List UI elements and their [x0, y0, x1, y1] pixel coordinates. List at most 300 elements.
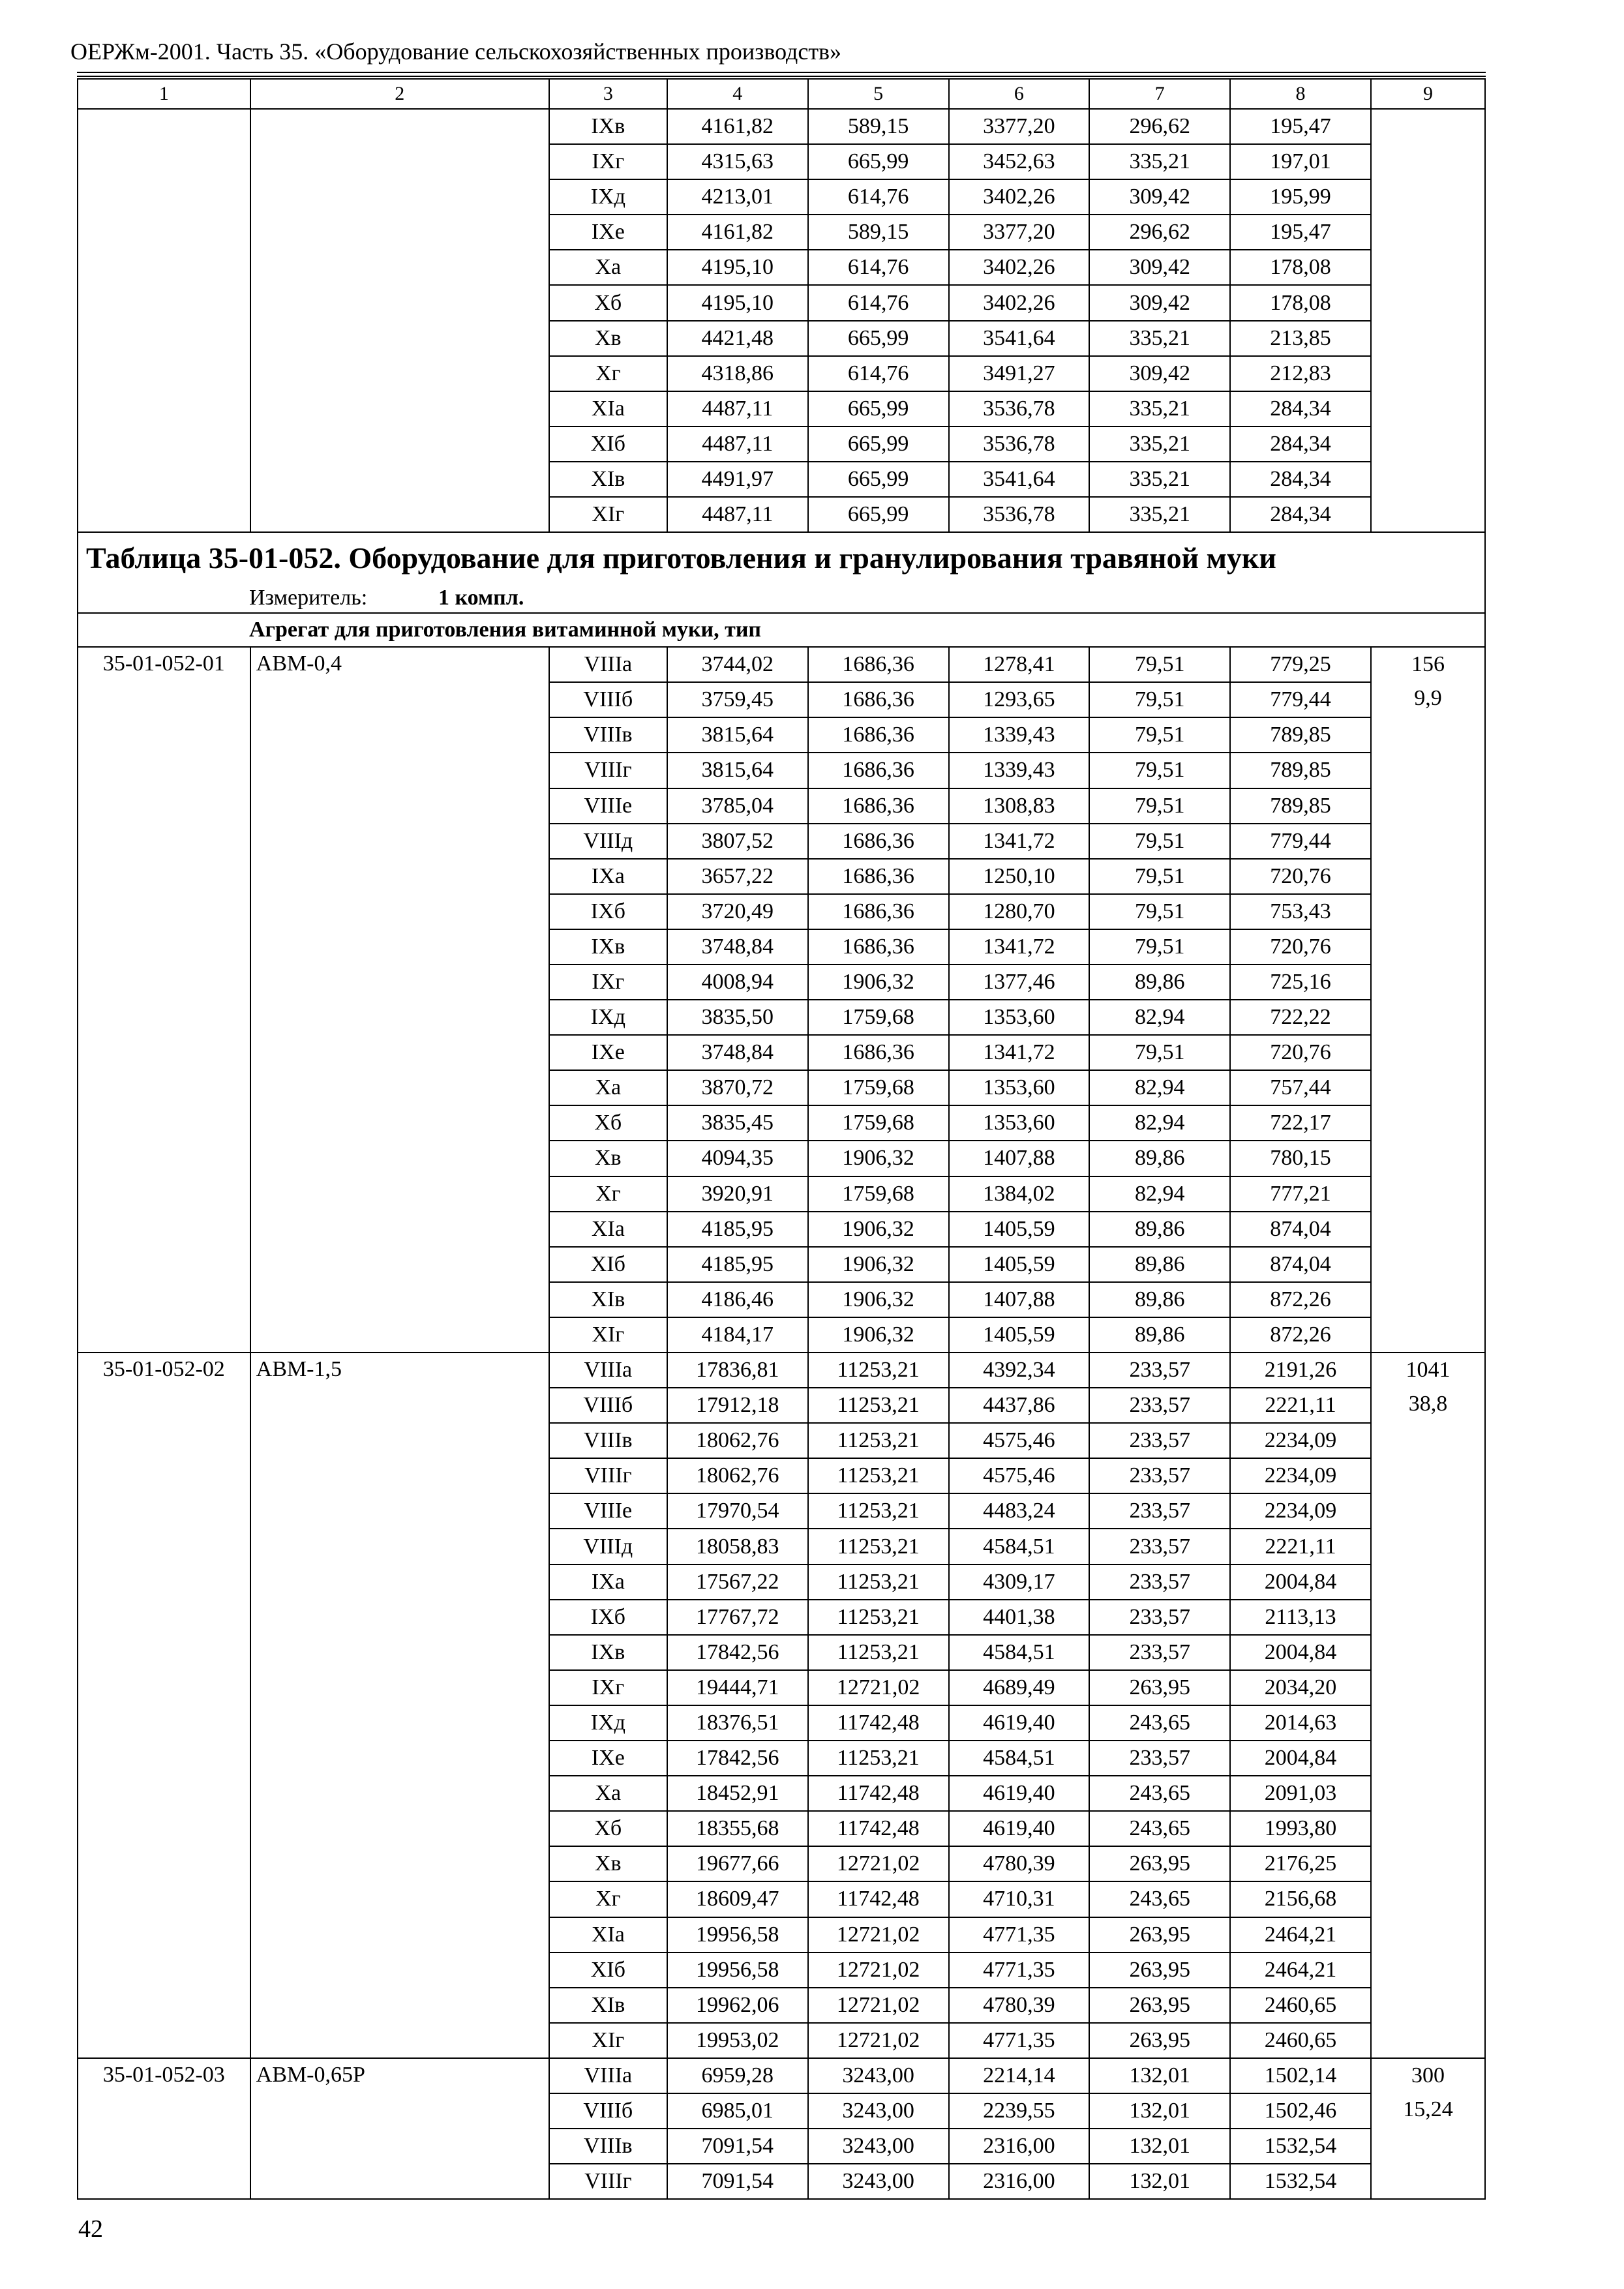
table-cell: 263,95 [1089, 2023, 1230, 2058]
table-cell: 82,94 [1089, 1176, 1230, 1212]
table-cell: 1353,60 [949, 1000, 1090, 1035]
table-cell: 335,21 [1089, 497, 1230, 532]
table-cell: Xб [549, 1811, 667, 1846]
table-cell: 4771,35 [949, 2023, 1090, 2058]
table-cell: 195,99 [1230, 179, 1371, 215]
table-cell: 12721,02 [808, 1988, 949, 2023]
table-cell: 18062,76 [667, 1458, 808, 1493]
table-cell: 1405,59 [949, 1212, 1090, 1247]
table-cell: 3452,63 [949, 144, 1090, 179]
table-cell: 3720,49 [667, 894, 808, 929]
table-cell: 17567,22 [667, 1564, 808, 1600]
table-cell: 79,51 [1089, 647, 1230, 682]
section-title: Агрегат для приготовления витаминной муки, тип [78, 613, 1485, 647]
table-cell: 4185,95 [667, 1247, 808, 1282]
table-cell: 3870,72 [667, 1070, 808, 1105]
table-cell: 3815,64 [667, 717, 808, 753]
table-cell: 4483,24 [949, 1493, 1090, 1529]
table-cell: 665,99 [808, 321, 949, 356]
table-cell: 2234,09 [1230, 1458, 1371, 1493]
table-cell: VIIIд [549, 824, 667, 859]
table-cell: 3536,78 [949, 391, 1090, 426]
table-cell: 233,57 [1089, 1388, 1230, 1423]
table-cell: 335,21 [1089, 144, 1230, 179]
table-cell: 243,65 [1089, 1776, 1230, 1811]
table-cell: 1759,68 [808, 1105, 949, 1141]
table-cell: Xв [549, 1141, 667, 1176]
table-cell: 79,51 [1089, 788, 1230, 824]
table-cell: 12721,02 [808, 1670, 949, 1705]
table-row [78, 2058, 1485, 2093]
table-cell: 1278,41 [949, 647, 1090, 682]
table-cell: 2464,21 [1230, 1952, 1371, 1988]
table-cell: 18376,51 [667, 1705, 808, 1741]
table-cell: XIв [549, 1988, 667, 2023]
table-cell: 4161,82 [667, 215, 808, 250]
table-cell: 2234,09 [1230, 1493, 1371, 1529]
table-cell: 263,95 [1089, 1988, 1230, 2023]
table-cell: 2176,25 [1230, 1846, 1371, 1881]
equipment-name: АВМ-0,4 [250, 647, 549, 1353]
table-cell: 1339,43 [949, 753, 1090, 788]
column-number-cell: 5 [808, 79, 949, 109]
table-cell: VIIIа [549, 2058, 667, 2093]
table-cell: 11253,21 [808, 1458, 949, 1493]
table-cell: 309,42 [1089, 250, 1230, 285]
table-cell: 12721,02 [808, 2023, 949, 2058]
table-cell: 722,17 [1230, 1105, 1371, 1141]
table-cell: 4184,17 [667, 1317, 808, 1353]
table-cell: 284,34 [1230, 497, 1371, 532]
table-cell: 4094,35 [667, 1141, 808, 1176]
table-cell: 665,99 [808, 497, 949, 532]
table-cell: 614,76 [808, 179, 949, 215]
table-cell: 233,57 [1089, 1741, 1230, 1776]
table-cell: Xа [549, 250, 667, 285]
table-cell: 178,08 [1230, 285, 1371, 320]
table-cell: XIг [549, 2023, 667, 2058]
table-cell: 4780,39 [949, 1846, 1090, 1881]
table-cell: 4195,10 [667, 250, 808, 285]
table-cell: 197,01 [1230, 144, 1371, 179]
table-cell: 233,57 [1089, 1564, 1230, 1600]
table-cell: 309,42 [1089, 356, 1230, 391]
table-row [78, 1353, 1485, 1388]
table-cell: 665,99 [808, 426, 949, 462]
meter-value: 1 компл. [438, 586, 524, 610]
table-cell: 4185,95 [667, 1212, 808, 1247]
table-cell: 589,15 [808, 215, 949, 250]
table-cell: 4213,01 [667, 179, 808, 215]
blank-cell [78, 109, 250, 532]
table-cell: 589,15 [808, 109, 949, 144]
table-cell: 4421,48 [667, 321, 808, 356]
table-cell: 872,26 [1230, 1317, 1371, 1353]
meter-row [78, 584, 1485, 613]
blank-cell [250, 109, 549, 532]
table-cell: Xг [549, 356, 667, 391]
table-cell: 233,57 [1089, 1635, 1230, 1670]
equipment-name: АВМ-1,5 [250, 1353, 549, 2058]
table-cell: 19956,58 [667, 1952, 808, 1988]
table-cell: 2004,84 [1230, 1741, 1371, 1776]
table-cell: 2214,14 [949, 2058, 1090, 2093]
table-cell: 132,01 [1089, 2129, 1230, 2164]
table-cell: 665,99 [808, 391, 949, 426]
table-cell: 11253,21 [808, 1353, 949, 1388]
table-cell: 4195,10 [667, 285, 808, 320]
table-cell: 1686,36 [808, 1035, 949, 1070]
table-cell: 3536,78 [949, 497, 1090, 532]
table-cell: 195,47 [1230, 215, 1371, 250]
table-cell: 7091,54 [667, 2164, 808, 2199]
table-cell: 4161,82 [667, 109, 808, 144]
table-cell: 4619,40 [949, 1811, 1090, 1846]
table-cell: 3541,64 [949, 321, 1090, 356]
table-cell: 3748,84 [667, 1035, 808, 1070]
table-cell: IXе [549, 1741, 667, 1776]
table-cell: XIа [549, 391, 667, 426]
table-cell: 4315,63 [667, 144, 808, 179]
table-cell: VIIIе [549, 1493, 667, 1529]
table-cell: 335,21 [1089, 321, 1230, 356]
table-cell: 263,95 [1089, 1952, 1230, 1988]
table-cell: 1407,88 [949, 1141, 1090, 1176]
table-cell: 132,01 [1089, 2093, 1230, 2129]
table-cell: 2034,20 [1230, 1670, 1371, 1705]
table-cell: 1308,83 [949, 788, 1090, 824]
table-cell: 4689,49 [949, 1670, 1090, 1705]
table-cell: 720,76 [1230, 859, 1371, 894]
table-cell: 11742,48 [808, 1705, 949, 1741]
table-cell: 4186,46 [667, 1282, 808, 1317]
table-cell: 1686,36 [808, 859, 949, 894]
table-cell: 789,85 [1230, 717, 1371, 753]
table-cell: 1686,36 [808, 788, 949, 824]
table-cell: 614,76 [808, 250, 949, 285]
table-cell: 12721,02 [808, 1846, 949, 1881]
table-cell: Xв [549, 321, 667, 356]
table-cell: 1377,46 [949, 965, 1090, 1000]
table-cell: 19962,06 [667, 1988, 808, 2023]
table-cell: 1532,54 [1230, 2164, 1371, 2199]
table-cell: IXв [549, 1635, 667, 1670]
table-cell: 79,51 [1089, 929, 1230, 965]
table-cell: VIIIв [549, 1423, 667, 1458]
table-cell: 296,62 [1089, 215, 1230, 250]
table-cell: 233,57 [1089, 1458, 1230, 1493]
table-cell: 4619,40 [949, 1705, 1090, 1741]
table-cell: 7091,54 [667, 2129, 808, 2164]
table-cell: Xг [549, 1176, 667, 1212]
table-cell: 309,42 [1089, 285, 1230, 320]
table-cell: 4710,31 [949, 1881, 1090, 1917]
table-cell: 1341,72 [949, 929, 1090, 965]
table-cell: 11253,21 [808, 1635, 949, 1670]
table-cell: 263,95 [1089, 1917, 1230, 1952]
table-cell: XIб [549, 426, 667, 462]
table-cell: IXе [549, 215, 667, 250]
table-cell: 1384,02 [949, 1176, 1090, 1212]
table-cell: 89,86 [1089, 1282, 1230, 1317]
table-cell: 1280,70 [949, 894, 1090, 929]
table-cell: 17970,54 [667, 1493, 808, 1529]
table-cell: 3491,27 [949, 356, 1090, 391]
table-cell: 1759,68 [808, 1070, 949, 1105]
table-cell: 614,76 [808, 356, 949, 391]
table-cell: 195,47 [1230, 109, 1371, 144]
table-cell: 2004,84 [1230, 1635, 1371, 1670]
table-cell: 233,57 [1089, 1423, 1230, 1458]
table-cell: 284,34 [1230, 426, 1371, 462]
table-cell: 3243,00 [808, 2058, 949, 2093]
table-cell: 1906,32 [808, 1282, 949, 1317]
table-cell: 11253,21 [808, 1564, 949, 1600]
table-cell: 1339,43 [949, 717, 1090, 753]
header-rule [77, 72, 1486, 73]
meter-cell [78, 584, 1485, 613]
table-cell: 4392,34 [949, 1353, 1090, 1388]
table-cell: 18355,68 [667, 1811, 808, 1846]
table-cell: 1906,32 [808, 1141, 949, 1176]
table-cell: 1502,46 [1230, 2093, 1371, 2129]
table-cell: 1686,36 [808, 929, 949, 965]
table-cell: 243,65 [1089, 1705, 1230, 1741]
table-cell: 335,21 [1089, 426, 1230, 462]
table-cell: Xб [549, 1105, 667, 1141]
table-cell: 4401,38 [949, 1600, 1090, 1635]
table-cell: 1407,88 [949, 1282, 1090, 1317]
table-cell: 1759,68 [808, 1000, 949, 1035]
table-cell: 82,94 [1089, 1105, 1230, 1141]
table-cell: XIг [549, 1317, 667, 1353]
rate-code: 35-01-052-02 [78, 1353, 250, 2058]
table-cell: 82,94 [1089, 1070, 1230, 1105]
table-cell: VIIIг [549, 1458, 667, 1493]
table-cell: 3243,00 [808, 2093, 949, 2129]
page-number: 42 [78, 2215, 103, 2243]
table-cell: 3402,26 [949, 250, 1090, 285]
table-cell: 11253,21 [808, 1600, 949, 1635]
table-cell: IXв [549, 109, 667, 144]
table-cell: 19444,71 [667, 1670, 808, 1705]
col9-cell [1371, 1353, 1485, 2058]
table-cell: 2460,65 [1230, 1988, 1371, 2023]
table-cell: 11253,21 [808, 1493, 949, 1529]
table-cell: 1405,59 [949, 1317, 1090, 1353]
table-cell: 614,76 [808, 285, 949, 320]
table-cell: 874,04 [1230, 1247, 1371, 1282]
table-cell: 89,86 [1089, 1212, 1230, 1247]
table-row [78, 109, 1485, 144]
table-cell: IXг [549, 1670, 667, 1705]
table-cell: VIIIв [549, 2129, 667, 2164]
table-cell: VIIIа [549, 647, 667, 682]
table-cell: 3815,64 [667, 753, 808, 788]
table-cell: 19956,58 [667, 1917, 808, 1952]
table-cell: 1250,10 [949, 859, 1090, 894]
table-cell: 780,15 [1230, 1141, 1371, 1176]
table-cell: 1686,36 [808, 647, 949, 682]
table-cell: 2239,55 [949, 2093, 1090, 2129]
table-cell: 17767,72 [667, 1600, 808, 1635]
col9-cell [1371, 2058, 1485, 2199]
col9-value: 9,9 [1414, 686, 1442, 711]
table-cell: 79,51 [1089, 824, 1230, 859]
table-cell: 2191,26 [1230, 1353, 1371, 1388]
table-cell: 779,25 [1230, 647, 1371, 682]
table-cell: 3920,91 [667, 1176, 808, 1212]
table-cell: 1686,36 [808, 753, 949, 788]
table-cell: 89,86 [1089, 965, 1230, 1000]
table-cell: XIб [549, 1247, 667, 1282]
table-cell: 4309,17 [949, 1564, 1090, 1600]
table-cell: 89,86 [1089, 1141, 1230, 1176]
column-number-cell: 4 [667, 79, 808, 109]
table-cell: 1906,32 [808, 1212, 949, 1247]
table-cell: 17842,56 [667, 1635, 808, 1670]
table-cell: 4487,11 [667, 497, 808, 532]
column-number-cell: 1 [78, 79, 250, 109]
table-cell: 335,21 [1089, 391, 1230, 426]
table-cell: 4575,46 [949, 1458, 1090, 1493]
column-number-cell: 8 [1230, 79, 1371, 109]
column-number-cell: 3 [549, 79, 667, 109]
table-cell: IXд [549, 179, 667, 215]
table-cell: 3377,20 [949, 215, 1090, 250]
table-cell: 789,85 [1230, 753, 1371, 788]
table-cell: 3402,26 [949, 179, 1090, 215]
table-cell: 132,01 [1089, 2164, 1230, 2199]
table-cell: 1532,54 [1230, 2129, 1371, 2164]
table-cell: 263,95 [1089, 1670, 1230, 1705]
col9-value: 156 [1411, 652, 1445, 677]
table-cell: 2014,63 [1230, 1705, 1371, 1741]
table-cell: 243,65 [1089, 1811, 1230, 1846]
table-cell: 132,01 [1089, 2058, 1230, 2093]
table-cell: 4780,39 [949, 1988, 1090, 2023]
table-cell: 263,95 [1089, 1846, 1230, 1881]
column-number-cell: 6 [949, 79, 1090, 109]
column-number-cell: 2 [250, 79, 549, 109]
table-cell: 6959,28 [667, 2058, 808, 2093]
table-cell: VIIIг [549, 2164, 667, 2199]
table-cell: 3536,78 [949, 426, 1090, 462]
table-cell: 213,85 [1230, 321, 1371, 356]
table-cell: 17836,81 [667, 1353, 808, 1388]
table-cell: 3243,00 [808, 2164, 949, 2199]
table-cell: 11253,21 [808, 1388, 949, 1423]
table-cell: 4584,51 [949, 1635, 1090, 1670]
rate-code: 35-01-052-03 [78, 2058, 250, 2199]
table-cell: 4619,40 [949, 1776, 1090, 1811]
table-cell: 1353,60 [949, 1105, 1090, 1141]
table-cell: 4008,94 [667, 965, 808, 1000]
table-cell: 79,51 [1089, 682, 1230, 717]
table-cell: VIIIе [549, 788, 667, 824]
table-cell: 4491,97 [667, 462, 808, 497]
column-number-row [78, 79, 1485, 109]
table-cell: VIIIб [549, 2093, 667, 2129]
table-cell: XIг [549, 497, 667, 532]
table-row [78, 647, 1485, 682]
table-cell: Xа [549, 1070, 667, 1105]
table-cell: XIа [549, 1212, 667, 1247]
table-cell: 18058,83 [667, 1529, 808, 1564]
table-cell: 4487,11 [667, 391, 808, 426]
table-cell: 212,83 [1230, 356, 1371, 391]
table-cell: 11253,21 [808, 1741, 949, 1776]
table-cell: 19953,02 [667, 2023, 808, 2058]
table-cell: 665,99 [808, 462, 949, 497]
table-cell: IXг [549, 965, 667, 1000]
section-title-row [78, 613, 1485, 647]
table-cell: IXа [549, 859, 667, 894]
table-cell: IXб [549, 1600, 667, 1635]
table-cell: 720,76 [1230, 1035, 1371, 1070]
table-cell: IXе [549, 1035, 667, 1070]
table-cell: 4584,51 [949, 1741, 1090, 1776]
table-cell: 79,51 [1089, 859, 1230, 894]
col9-value: 15,24 [1403, 2097, 1453, 2121]
table-cell: 1759,68 [808, 1176, 949, 1212]
column-number-cell: 9 [1371, 79, 1485, 109]
table-cell: 12721,02 [808, 1917, 949, 1952]
table-cell: 17912,18 [667, 1388, 808, 1423]
table-cell: 1993,80 [1230, 1811, 1371, 1846]
table-cell: 79,51 [1089, 717, 1230, 753]
table-cell: XIв [549, 1282, 667, 1317]
table-cell: 178,08 [1230, 250, 1371, 285]
table-cell: 722,22 [1230, 1000, 1371, 1035]
table-cell: 4771,35 [949, 1952, 1090, 1988]
table-cell: VIIIв [549, 717, 667, 753]
table-cell: 79,51 [1089, 1035, 1230, 1070]
table-cell: 872,26 [1230, 1282, 1371, 1317]
table-cell: 779,44 [1230, 824, 1371, 859]
table-cell: 11253,21 [808, 1529, 949, 1564]
table-cell: 2234,09 [1230, 1423, 1371, 1458]
table-cell: 284,34 [1230, 462, 1371, 497]
table-cell: IXб [549, 894, 667, 929]
table-cell: 1906,32 [808, 965, 949, 1000]
table-cell: 89,86 [1089, 1317, 1230, 1353]
table-cell: VIIIа [549, 1353, 667, 1388]
rates-table [77, 78, 1486, 2200]
table-cell: 1341,72 [949, 824, 1090, 859]
table-cell: 284,34 [1230, 391, 1371, 426]
col9-value: 38,8 [1408, 1392, 1448, 1416]
table-cell: XIа [549, 1917, 667, 1952]
table-cell: IXг [549, 144, 667, 179]
table-cell: 1686,36 [808, 894, 949, 929]
table-cell: 2460,65 [1230, 2023, 1371, 2058]
table-cell: 18609,47 [667, 1881, 808, 1917]
table-title-row [78, 532, 1485, 584]
table-cell: 3402,26 [949, 285, 1090, 320]
table-cell: 11742,48 [808, 1776, 949, 1811]
table-cell: 79,51 [1089, 753, 1230, 788]
rate-code: 35-01-052-01 [78, 647, 250, 1353]
table-cell: 296,62 [1089, 109, 1230, 144]
table-cell: IXв [549, 929, 667, 965]
table-cell: 665,99 [808, 144, 949, 179]
meter-label: Измеритель: [249, 586, 368, 610]
table-cell: Xа [549, 1776, 667, 1811]
table-cell: 1686,36 [808, 682, 949, 717]
table-cell: Xв [549, 1846, 667, 1881]
table-cell: 725,16 [1230, 965, 1371, 1000]
